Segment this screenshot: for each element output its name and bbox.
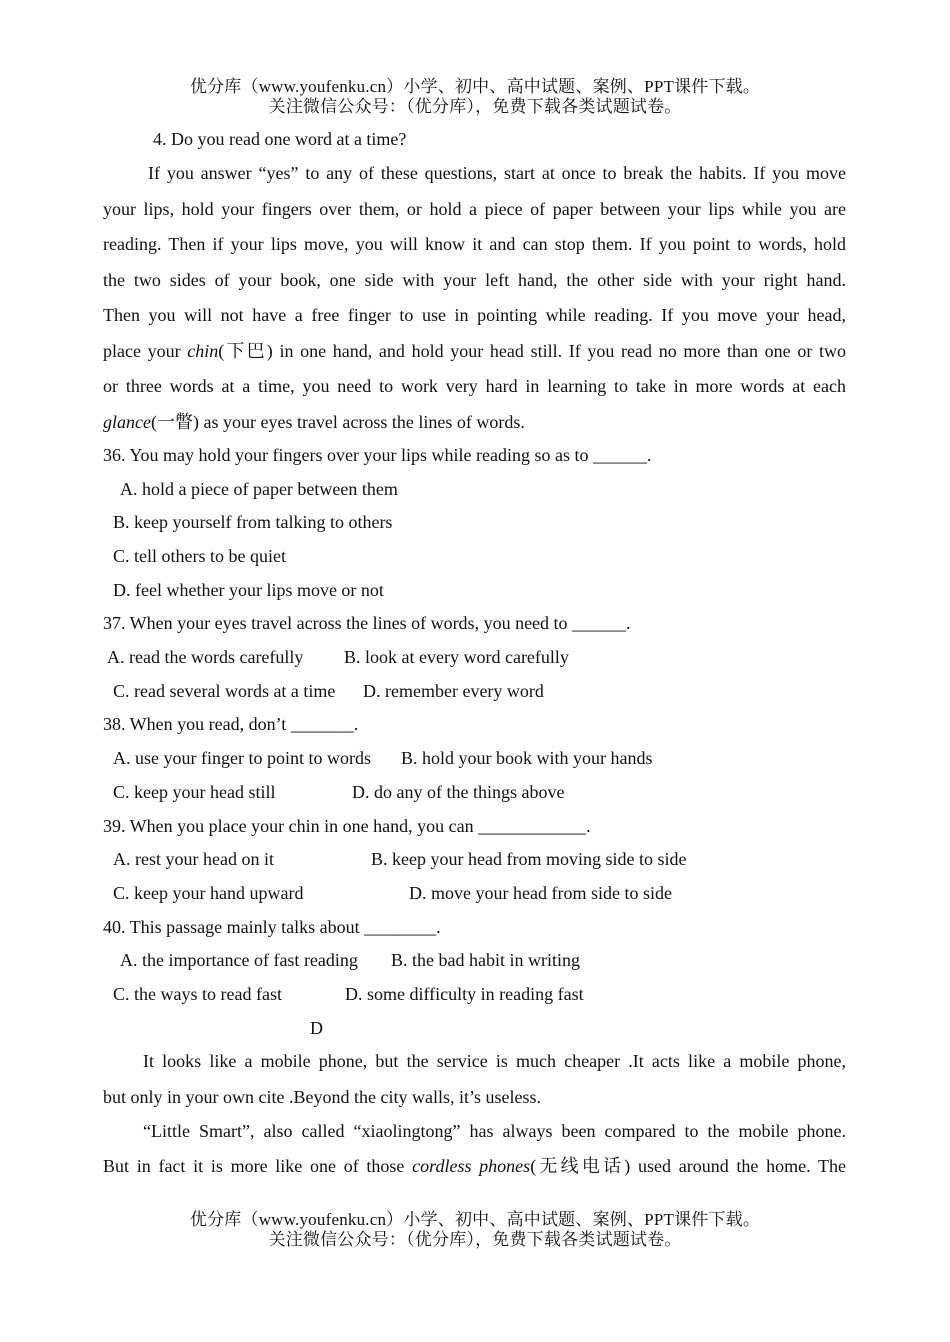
passage-line: but only in your own cite .Beyond the city walls, it’s useless. xyxy=(103,1087,541,1107)
text-span: (下巴) in one hand, and hold your head still. If you read no more than one or two xyxy=(218,341,846,361)
option-b: B. hold your book with your hands xyxy=(401,748,653,768)
page-footer-line-1: 优分库（www.youfenku.cn）小学、初中、高中试题、案例、PPT课件下载。 xyxy=(189,1210,761,1229)
italic-term: glance xyxy=(103,412,151,432)
question-stem: 36. You may hold your fingers over your lips while reading so as to ______. xyxy=(103,445,652,465)
option-b: B. keep yourself from talking to others xyxy=(113,512,393,532)
question-stem: 39. When you place your chin in one hand, you can ____________. xyxy=(103,816,591,836)
passage-line xyxy=(103,409,846,435)
intro-question: 4. Do you read one word at a time? xyxy=(153,129,407,149)
option-a: A. read the words carefully xyxy=(107,647,304,667)
question-stem: 38. When you read, don’t _______. xyxy=(103,714,359,734)
passage-line: If you answer “yes” to any of these questions, start at once to break the habits. If you move xyxy=(148,163,846,183)
text-span: (一瞥) as your eyes travel across the lines of words. xyxy=(150,412,525,432)
passage-line: Then you will not have a free finger to use in pointing while reading. If you move your head, xyxy=(103,305,846,325)
option-d: D. feel whether your lips move or not xyxy=(113,580,384,600)
page-header-line-2: 关注微信公众号：（优分库），免费下载各类试题试卷。 xyxy=(268,97,682,116)
passage-line: reading. Then if your lips move, you will know it and can stop them. If you point to words, hold xyxy=(103,234,846,254)
question-stem: 40. This passage mainly talks about ________. xyxy=(103,917,441,937)
page-header-line-1: 优分库（www.youfenku.cn）小学、初中、高中试题、案例、PPT课件下载。 xyxy=(189,77,761,96)
option-c: C. keep your head still xyxy=(113,782,276,802)
passage-line: the two sides of your book, one side with your left hand, the other side with your right hand. xyxy=(103,270,846,290)
option-d: D. do any of the things above xyxy=(352,782,565,802)
option-c: C. read several words at a time xyxy=(113,681,336,701)
option-d: D. some difficulty in reading fast xyxy=(345,984,584,1004)
option-b: B. the bad habit in writing xyxy=(391,950,580,970)
option-a: A. rest your head on it xyxy=(113,849,274,869)
passage-line xyxy=(103,1153,846,1179)
option-c: C. keep your hand upward xyxy=(113,883,304,903)
option-a: A. the importance of fast reading xyxy=(120,950,358,970)
text-span: But in fact it is more like one of those xyxy=(103,1156,413,1176)
italic-term: cordless phones xyxy=(412,1156,531,1176)
passage-line: “Little Smart”, also called “xiaolingtong” has always been compared to the mobile phone. xyxy=(143,1121,846,1141)
passage-line: your lips, hold your fingers over them, or hold a piece of paper between your lips while you are xyxy=(103,199,846,219)
section-label: D xyxy=(310,1018,323,1038)
option-a: A. use your finger to point to words xyxy=(113,748,371,768)
italic-term: chin xyxy=(187,341,219,361)
text-span: (无线电话) used around the home. The xyxy=(530,1156,846,1176)
question-stem: 37. When your eyes travel across the lines of words, you need to ______. xyxy=(103,613,631,633)
option-c: C. the ways to read fast xyxy=(113,984,282,1004)
passage-line: It looks like a mobile phone, but the service is much cheaper .It acts like a mobile phone, xyxy=(143,1051,846,1071)
option-d: D. move your head from side to side xyxy=(409,883,672,903)
option-b: B. keep your head from moving side to side xyxy=(371,849,687,869)
option-c: C. tell others to be quiet xyxy=(113,546,286,566)
option-d: D. remember every word xyxy=(363,681,544,701)
page-footer-line-2: 关注微信公众号：（优分库），免费下载各类试题试卷。 xyxy=(268,1230,682,1249)
passage-line xyxy=(103,338,846,364)
passage-line: or three words at a time, you need to work very hard in learning to take in more words at each xyxy=(103,376,846,396)
text-span: place your xyxy=(103,341,188,361)
option-b: B. look at every word carefully xyxy=(344,647,569,667)
option-a: A. hold a piece of paper between them xyxy=(120,479,398,499)
